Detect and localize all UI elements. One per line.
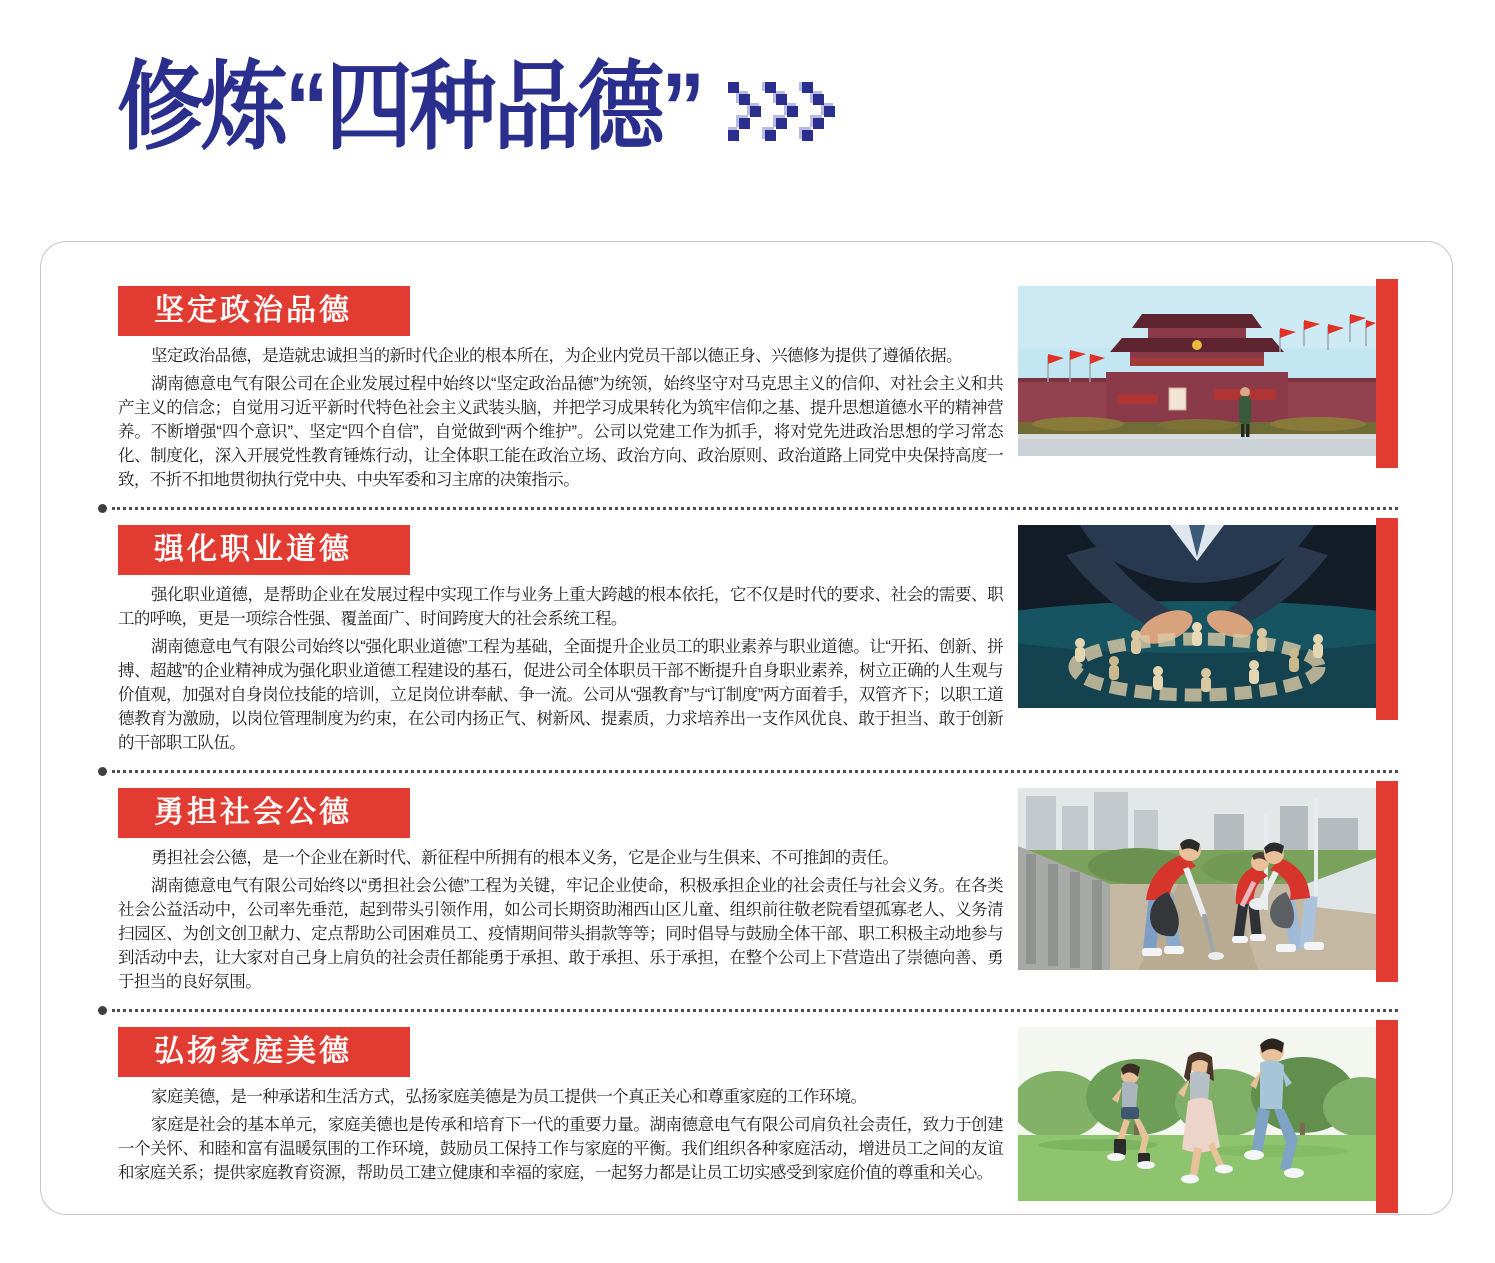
section-paragraph: 家庭是社会的基本单元，家庭美德也是传承和培育下一代的重要力量。湖南德意电气有限公司肩负社会责任，致力于创建一个关怀、和睦和富有温暖氛围的工作环境，鼓励员工保持工作与家庭的平衡。我们组织各种家庭活动，增进员工之间的友谊和家庭关系；提供家庭教育资源，帮助员工建立健康和幸福的家庭，一起努力都是让员工切实感受到家庭价值的尊重和关心。 [118,1116,1003,1182]
photo-accent-bar [1376,279,1398,468]
section-text-column [118,788,1003,994]
section-media [1018,1027,1398,1213]
section-heading-banner: 强化职业道德 [118,525,410,575]
tiananmen-photo [1018,286,1376,456]
dotted-divider [98,767,1398,776]
divider-dot [98,1006,107,1015]
family-photo [1018,1027,1376,1201]
section-professional-ethics [118,525,1398,755]
section-paragraph: 家庭美德，是一种承诺和生活方式，弘扬家庭美德是为员工提供一个真正关心和尊重家庭的工作环境。 [151,1088,867,1106]
divider-dot [98,767,107,776]
photo-accent-bar [1376,518,1398,720]
section-family-virtue [118,1027,1398,1213]
page-header [117,53,836,162]
section-text-column [118,1027,1003,1185]
section-media [1018,286,1398,468]
section-paragraph: 勇担社会公德，是一个企业在新时代、新征程中所拥有的根本义务，它是企业与生俱来、不可推卸的责任。 [151,849,899,867]
divider-line [112,1009,1398,1012]
section-media [1018,525,1398,720]
section-social-morality [118,788,1398,994]
divider-line [112,507,1398,510]
section-paragraph: 湖南德意电气有限公司始终以“勇担社会公德”工程为关键，牢记企业使命，积极承担企业的社会责任与社会义务。在各类社会公益活动中，公司率先垂范，起到带头引领作用，如公司长期资助湘西山区儿童、组织前往敬老院看望孤寡老人、义务清扫园区、为创文创卫献力、定点帮助公司困难员工、疫情期间带头捐款等等；同时倡导与鼓励全体干部、职工积极主动地参与到活动中去，让大家对自己身上肩负的社会责任都能勇于承担、敢于承担、乐于承担，在整个公司上下营造出了崇德向善、勇于担当的良好氛围。 [118,877,1003,991]
photo-accent-bar [1376,781,1398,982]
divider-line [112,770,1398,773]
section-paragraph: 强化职业道德，是帮助企业在发展过程中实现工作与业务上重大跨越的根本依托，它不仅是时代的要求、社会的需要、职工的呼唤，更是一项综合性强、覆盖面广、时间跨度大的社会系统工程。 [118,586,1003,628]
content-panel [40,241,1453,1215]
dotted-divider [98,504,1398,513]
page-title: 修炼“四种品德” [117,53,702,162]
teamwork-photo [1018,525,1376,708]
section-paragraph: 湖南德意电气有限公司在企业发展过程中始终以“坚定政治品德”为统领，始终坚守对马克思主义的信仰、对社会主义和共产主义的信念；自觉用习近平新时代特色社会主义武装头脑，并把学习成果转化为筑牢信仰之基、提升思想道德水平的精神营养。不断增强“四个意识”、坚定“四个自信”，自觉做到“两个维护”。公司以党建工作为抓手，将对党先进政治思想的学习常态化、制度化，深入开展党性教育锤炼行动，让全体职工能在政治立场、政治方向、政治原则、政治道路上同党中央保持高度一致，不折不扣地贯彻执行党中央、中央军委和习主席的决策指示。 [118,375,1003,489]
section-heading-banner: 坚定政治品德 [118,286,410,336]
section-text-column [118,286,1003,492]
section-paragraph: 湖南德意电气有限公司始终以“强化职业道德”工程为基础，全面提升企业员工的职业素养与职业道德。让“开拓、创新、拼搏、超越”的企业精神成为强化职业道德工程建设的基石，促进公司全体职员干部不断提升自身职业素养，树立正确的人生观与价值观，加强对自身岗位技能的培训，立足岗位讲奉献、争一流。公司从“强教育”与“订制度”两方面着手，双管齐下；以职工道德教育为激励，以岗位管理制度为约束，在公司内扬正气、树新风、提素质，力求培养出一支作风优良、敢于担当、敢于创新的干部职工队伍。 [118,638,1004,752]
section-paragraph: 坚定政治品德，是造就忠诚担当的新时代企业的根本所在，为企业内党员干部以德正身、兴德修为提供了遵循依据。 [151,347,962,365]
dotted-divider [98,1006,1398,1015]
triple-chevron-icon [728,82,836,151]
section-heading-banner: 勇担社会公德 [118,788,410,838]
divider-dot [98,504,107,513]
section-text-column [118,525,1003,755]
section-media [1018,788,1398,982]
photo-accent-bar [1376,1020,1398,1213]
volunteers-photo [1018,788,1376,970]
section-heading-banner: 弘扬家庭美德 [118,1027,410,1077]
section-political-virtue [118,286,1398,492]
